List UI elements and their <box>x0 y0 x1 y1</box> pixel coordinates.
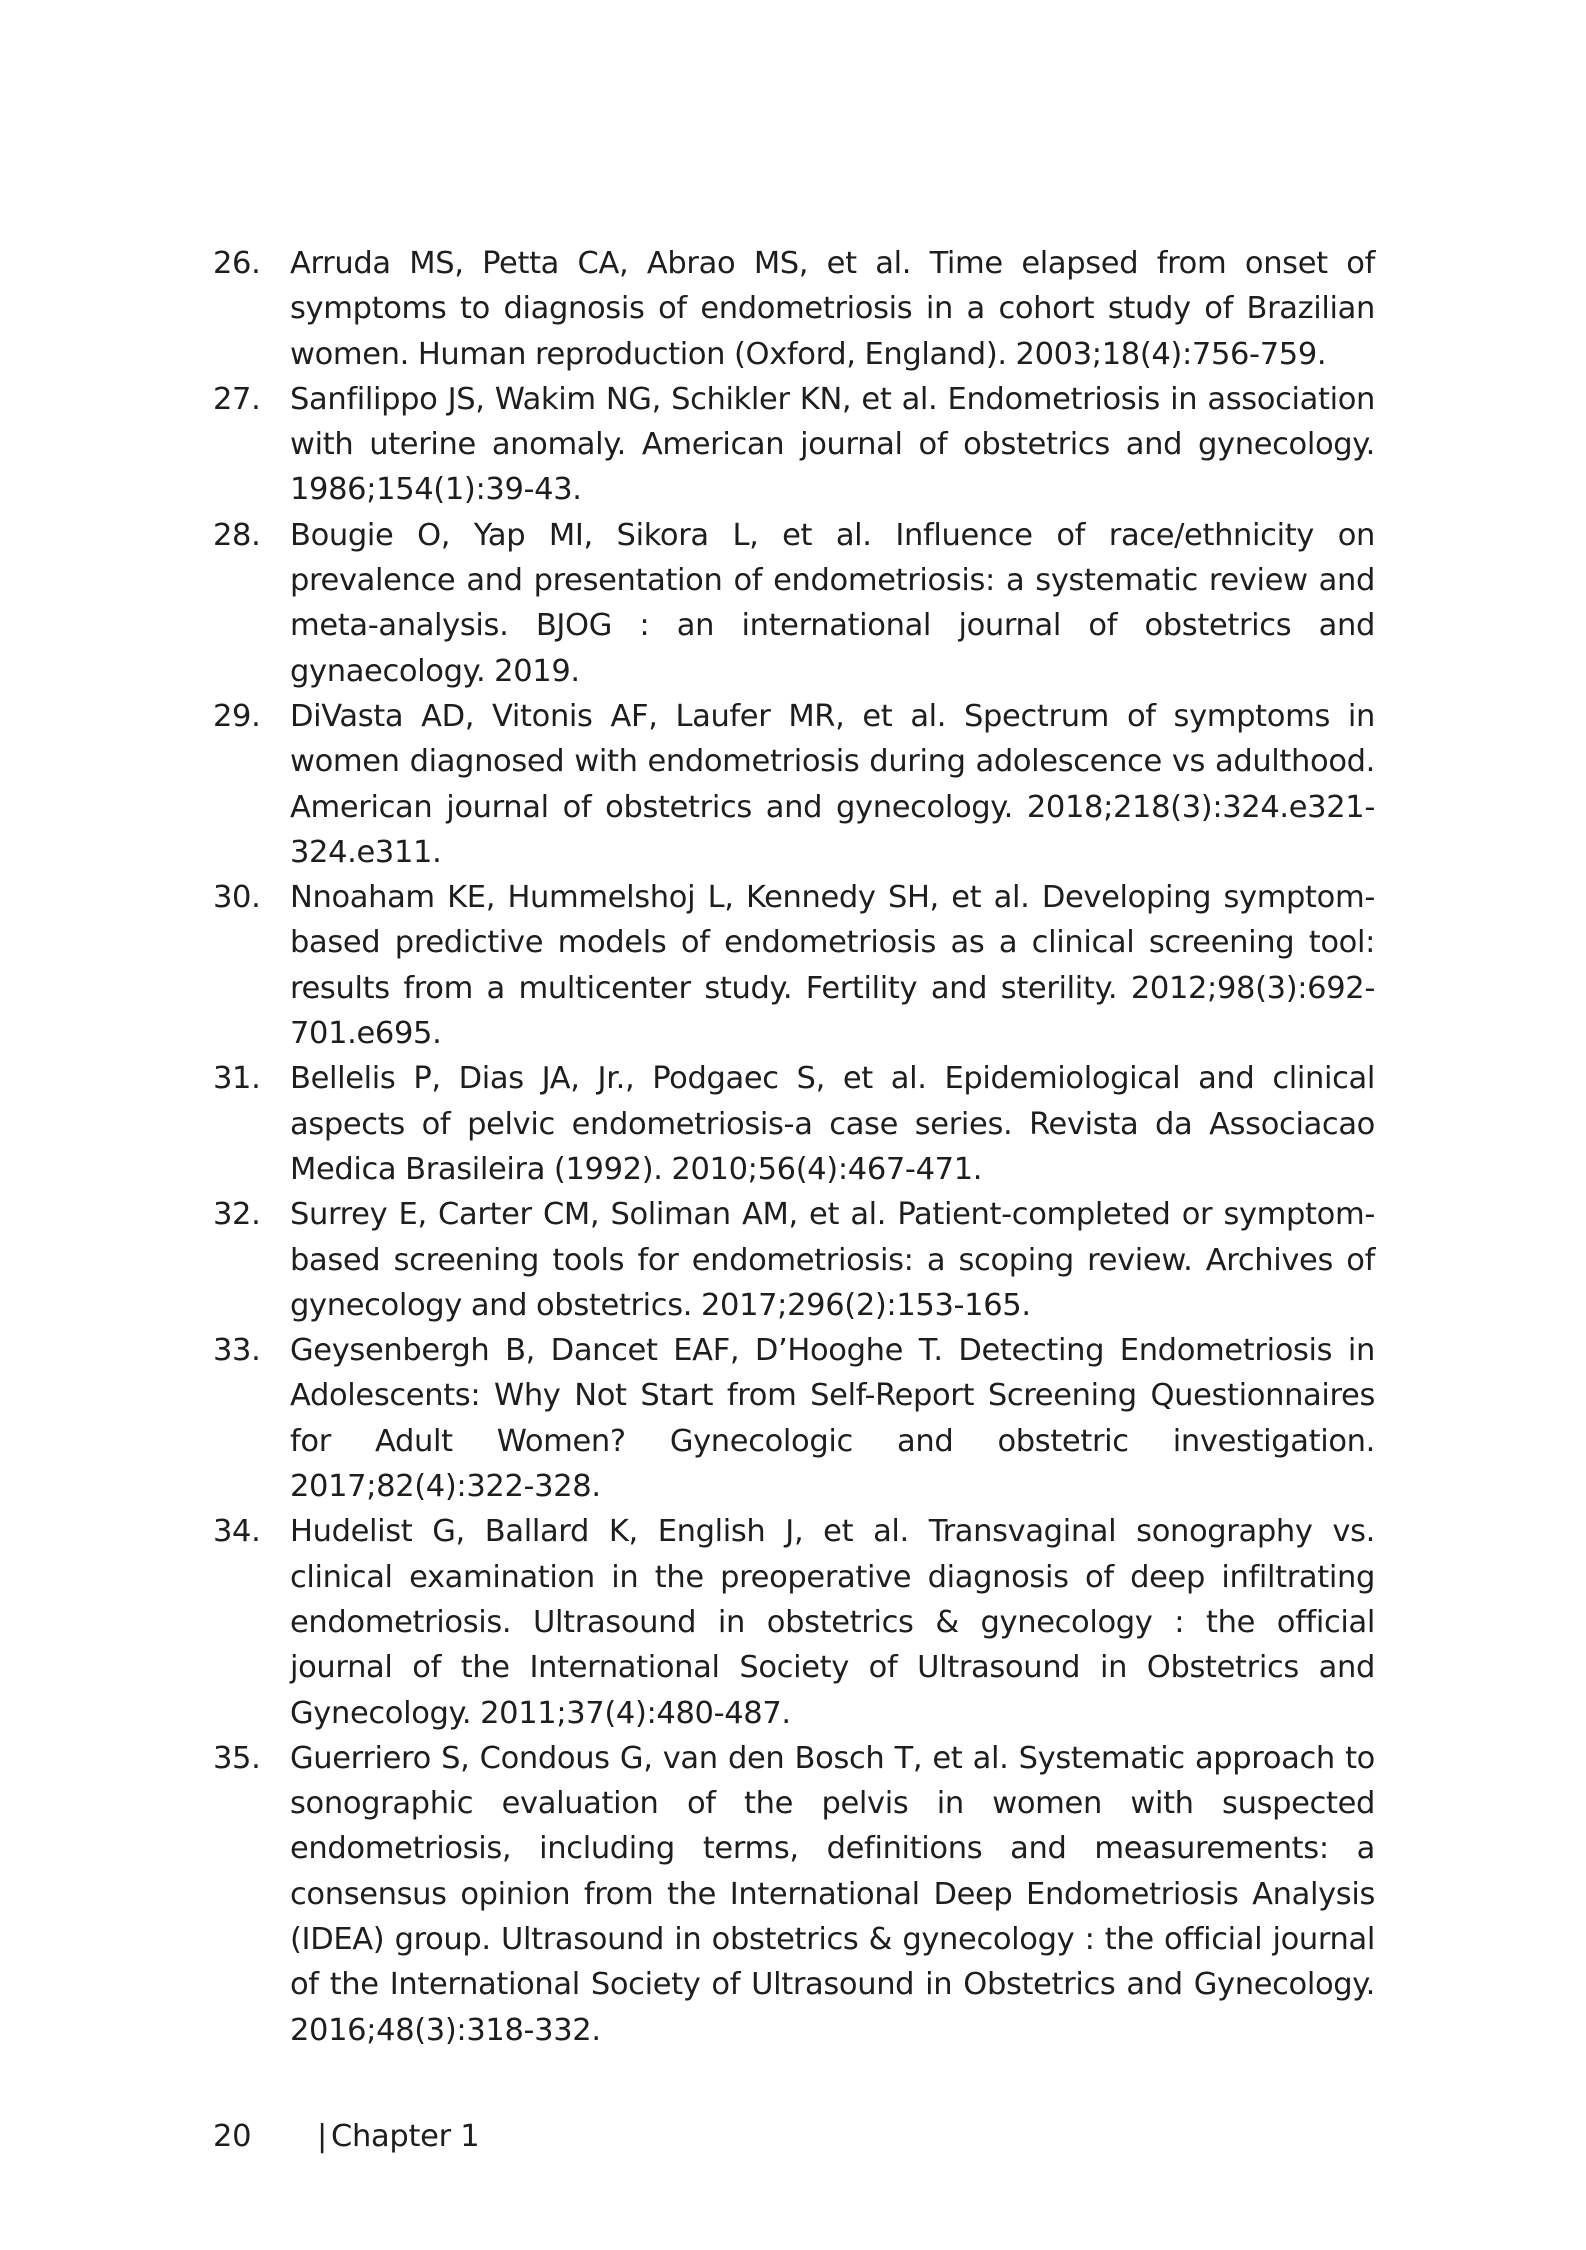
reference-text: Guerriero S, Condous G, van den Bosch T, et al. Systematic approach to sonographic evaluation of the pelvis in women with suspected endometriosis, including terms, definitions and measurements: a consensus opinion from the International Deep Endometriosis Analysis (IDEA) group. Ultrasound in obstetrics & gynecology : the official journal of the International Society of Ultrasound in Obstetrics and Gynecology. 2016;48(3):318-332. <box>290 1740 1375 2048</box>
reference-text: Sanfilippo JS, Wakim NG, Schikler KN, et al. Endometriosis in association with uterine anomaly. American journal of obstetrics and gynecology. 1986;154(1):39-43. <box>290 381 1375 508</box>
reference-text: Bellelis P, Dias JA, Jr., Podgaec S, et al. Epidemiological and clinical aspects of pelvic endometriosis-a case series. Revista da Associacao Medica Brasileira (1992). 2010;56(4):467-471. <box>290 1061 1375 1187</box>
reference-item <box>213 513 1375 694</box>
page-footer <box>213 2117 479 2157</box>
reference-number: 32. <box>213 1197 261 1233</box>
reference-number: 34. <box>213 1514 261 1550</box>
reference-number: 30. <box>213 880 261 916</box>
reference-text: Nnoaham KE, Hummelshoj L, Kennedy SH, et al. Developing symptom-based predictive models of endometriosis as a clinical screening tool: results from a multicenter study. Fertility and sterility. 2012;98(3):692-701.e695. <box>290 880 1375 1052</box>
reference-number: 33. <box>213 1333 261 1369</box>
page-number: 20 <box>213 2119 252 2154</box>
reference-text: Geysenbergh B, Dancet EAF, D’Hooghe T. Detecting Endometriosis in Adolescents: Why Not Start from Self-Report Screening Questionnaires for Adult Women? Gynecologic and obstetric investigation. 2017;82(4):322-328. <box>290 1333 1375 1505</box>
reference-number: 31. <box>213 1061 261 1097</box>
reference-list <box>213 241 1375 2053</box>
reference-number: 35. <box>213 1740 261 1776</box>
reference-item <box>213 1192 1375 1328</box>
reference-number: 27. <box>213 381 261 417</box>
reference-text: Surrey E, Carter CM, Soliman AM, et al. Patient-completed or symptom-based screening tools for endometriosis: a scoping review. Archives of gynecology and obstetrics. 2017;296(2):153-165. <box>290 1197 1375 1323</box>
reference-item <box>213 1509 1375 1735</box>
reference-text: Hudelist G, Ballard K, English J, et al. Transvaginal sonography vs. clinical examination in the preoperative diagnosis of deep infiltrating endometriosis. Ultrasound in obstetrics & gynecology : the official journal of the International Society of Ultrasound in Obstetrics and Gynecology. 2011;37(4):480-487. <box>290 1514 1375 1731</box>
reference-text: DiVasta AD, Vitonis AF, Laufer MR, et al. Spectrum of symptoms in women diagnosed with endometriosis during adolescence vs adulthood. American journal of obstetrics and gynecology. 2018;218(3):324.e321-324.e311. <box>290 698 1375 870</box>
reference-number: 28. <box>213 517 261 553</box>
reference-item <box>213 241 1375 377</box>
reference-item <box>213 1736 1375 2053</box>
reference-item <box>213 1328 1375 1509</box>
footer-separator: | <box>317 2119 327 2154</box>
reference-text: Arruda MS, Petta CA, Abrao MS, et al. Time elapsed from onset of symptoms to diagnosis of endometriosis in a cohort study of Brazilian women. Human reproduction (Oxford, England). 2003;18(4):756-759. <box>290 246 1375 372</box>
reference-text: Bougie O, Yap MI, Sikora L, et al. Influence of race/ethnicity on prevalence and presentation of endometriosis: a systematic review and meta-analysis. BJOG : an international journal of obstetrics and gynaecology. 2019. <box>290 517 1375 689</box>
reference-item <box>213 694 1375 875</box>
reference-number: 29. <box>213 698 261 734</box>
reference-item <box>213 1056 1375 1192</box>
reference-item <box>213 377 1375 513</box>
reference-number: 26. <box>213 246 261 281</box>
chapter-label: Chapter 1 <box>330 2119 480 2154</box>
reference-item <box>213 875 1375 1056</box>
